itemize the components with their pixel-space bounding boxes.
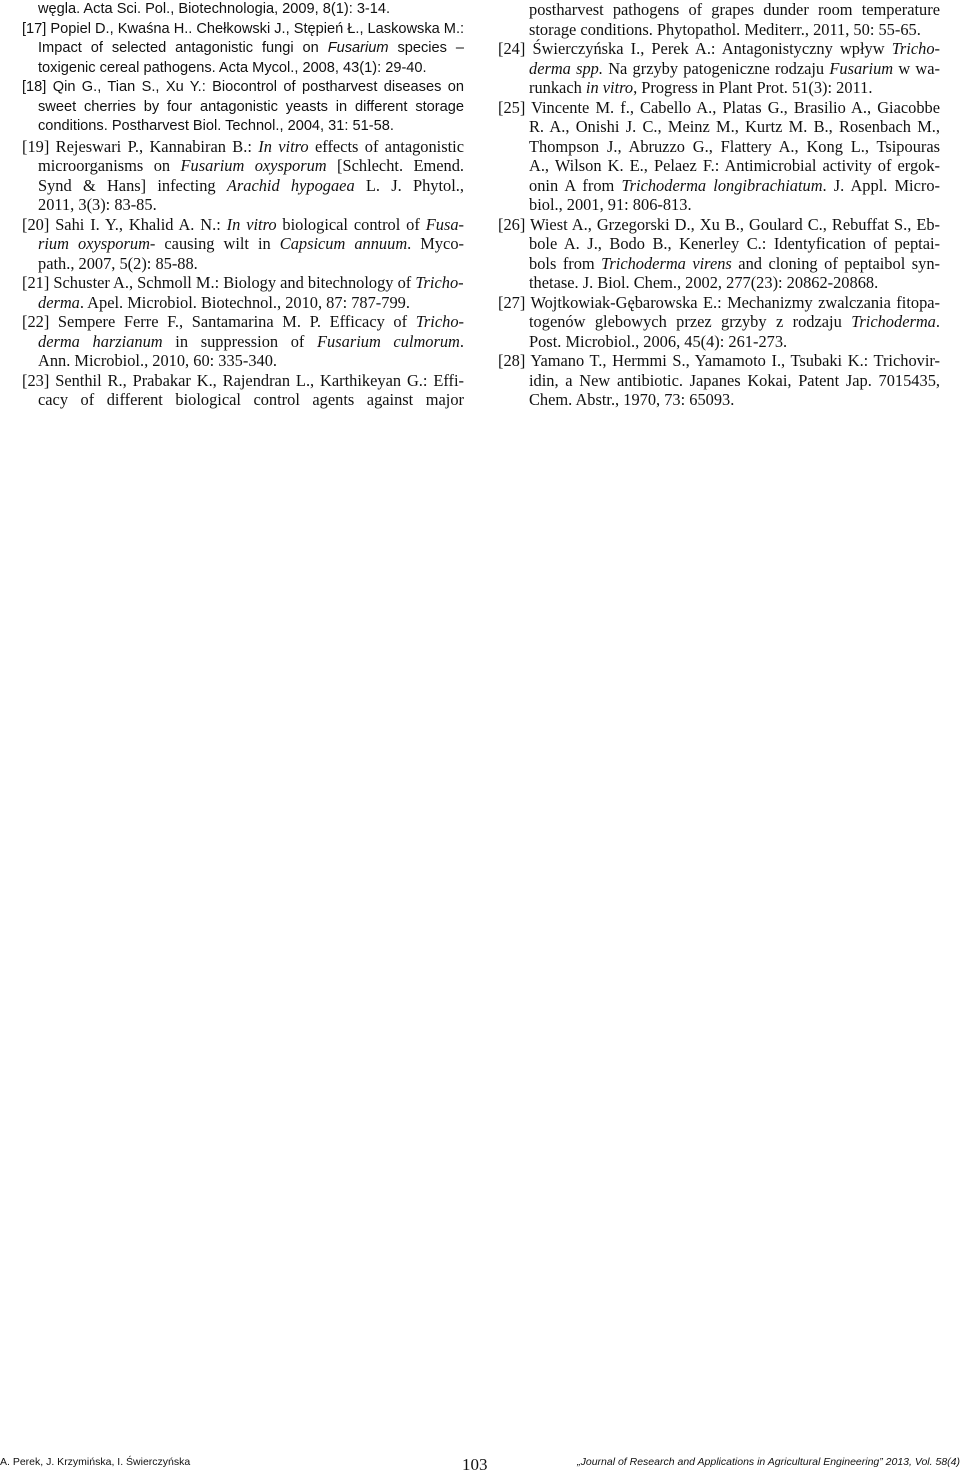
reference-22-line-2 <box>22 332 464 352</box>
text-span: in suppression of <box>162 331 318 351</box>
text-span: w wa- <box>893 58 940 78</box>
text-span: . Apel. Microbiol. Biotechnol., 2010, 87: 787-799. <box>79 292 410 312</box>
text-span: [22] Sempere Ferre F., Santamarina M. P. Efficacy of <box>22 312 416 331</box>
reference-19-line-1 <box>22 137 464 157</box>
text-span: Na grzyby patogeniczne rodzaju <box>602 58 830 78</box>
reference-26-line-1: [26] Wiest A., Grzegorski D., Xu B., Goulard C., Rebuffat S., Eb- <box>498 214 940 234</box>
reference-16-continuation: węgla. Acta Sci. Pol., Biotechnologia, 2009, 8(1): 3-14. <box>38 1 391 17</box>
reference-24-line-1 <box>498 39 940 59</box>
text-span: and cloning of peptaibol syn- <box>731 253 940 273</box>
italic-span: Capsicum annuum <box>279 234 408 253</box>
reference-25-line-6: biol., 2001, 91: 806-813. <box>529 195 692 214</box>
italic-span: Tricho- <box>415 273 464 292</box>
italic-span: Trichoderma virens <box>601 253 732 273</box>
text-span: [20] Sahi I. Y., Khalid A. N.: <box>22 214 227 234</box>
italic-span: In vitro <box>258 136 309 156</box>
reference-28-line-3: Chem. Abstr., 1970, 73: 65093. <box>529 390 735 409</box>
footer-authors: A. Perek, J. Krzymińska, I. Świerczyńska <box>0 1456 191 1468</box>
text-span: . Myco- <box>407 234 464 253</box>
text-span: [24] Świerczyńska I., Perek A.: Antagonistyczny wpływ <box>498 39 892 58</box>
reference-23-line-3: postharvest pathogens of grapes dunder room temperature <box>529 0 940 19</box>
reference-19-line-3 <box>22 176 464 196</box>
reference-22-line-1 <box>22 312 464 332</box>
italic-span: Fusarium oxysporum <box>180 156 327 175</box>
reference-20-line-2 <box>22 234 464 254</box>
text-span: [21] Schuster A., Schmoll M.: Biology and bitechnology of <box>22 273 416 292</box>
reference-25-line-5 <box>498 176 940 196</box>
reference-25-line-3: Thompson J., Abruzzo G., Flattery A., Kong L., Tsipouras <box>529 136 940 156</box>
page-number: 103 <box>462 1455 488 1474</box>
text-span: . J. Appl. Micro- <box>822 175 940 195</box>
reference-17-line-3: toxigenic cereal pathogens. Acta Mycol., 2008, 43(1): 29-40. <box>38 59 427 76</box>
italic-span: Tricho- <box>891 39 940 58</box>
reference-26-line-4: thetase. J. Biol. Chem., 2002, 277(23): 20862-20868. <box>529 273 879 292</box>
italic-span: Arachid hypogaea <box>226 175 355 195</box>
footer-journal: „Journal of Research and Applications in Agricultural Engineering” 2013, Vol. 58(4) <box>577 1456 960 1468</box>
reference-17-line-2 <box>22 39 464 59</box>
reference-18-line-2: sweet cherries by four antagonistic yeasts in different storage <box>38 98 464 115</box>
reference-25-line-2: R. A., Onishi J. C., Meinz M., Kurtz M. B., Rosenbach M., <box>529 117 940 136</box>
italic-span: Fusarium <box>327 40 389 56</box>
italic-span: Trichoderma longibrachiatum <box>621 175 823 195</box>
text-span: . <box>935 312 940 331</box>
italic-span: in vitro <box>585 78 634 97</box>
text-span: onin A from <box>529 175 622 195</box>
reference-23-line-2: cacy of different biological control agents against major <box>38 390 464 409</box>
text-span: bols from <box>529 253 602 273</box>
italic-span: In vitro <box>226 214 277 234</box>
reference-27-line-2 <box>498 312 940 332</box>
reference-24-line-3 <box>498 78 940 98</box>
reference-27-line-3: Post. Microbiol., 2006, 45(4): 261-273. <box>529 331 788 351</box>
italic-span: derma spp. <box>529 58 603 78</box>
italic-span: Tricho- <box>415 312 464 331</box>
reference-18-line-3: conditions. Postharvest Biol. Technol., 2004, 31: 51-58. <box>38 118 394 134</box>
text-span: [19] Rejeswari P., Kannabiran B.: <box>22 136 259 156</box>
italic-span: Fusarium culmorum <box>317 331 460 351</box>
reference-26-line-3 <box>498 254 940 274</box>
references-right-column <box>498 0 940 410</box>
text-span: runkach <box>529 78 586 97</box>
reference-25-line-4: A., Wilson K. E., Pelaez F.: Antimicrobial activity of ergok- <box>529 156 940 175</box>
reference-20-line-3: path., 2007, 5(2): 85-88. <box>38 253 198 273</box>
reference-22-line-3: Ann. Microbiol., 2010, 60: 335-340. <box>38 351 278 370</box>
italic-span: derma harzianum <box>38 331 163 351</box>
italic-span: Fusa- <box>425 214 464 234</box>
references-left-column <box>22 0 464 410</box>
reference-20-line-1 <box>22 215 464 235</box>
reference-24-line-2 <box>498 59 940 79</box>
text-span: , Progress in Plant Prot. 51(3): 2011. <box>633 78 873 97</box>
reference-21-line-1 <box>22 273 464 293</box>
reference-27-line-1: [27] Wojtkowiak-Gębarowska E.: Mechanizmy zwalczania fitopa- <box>498 292 940 312</box>
reference-23-line-1: [23] Senthil R., Prabakar K., Rajendran L., Karthikeyan G.: Effi- <box>22 370 464 390</box>
italic-span: derma <box>38 292 80 312</box>
text-span: species – <box>388 40 464 56</box>
text-span: Impact of selected antagonistic fungi on <box>38 40 328 56</box>
reference-26-line-2: bole A. J., Bodo B., Kenerley C.: Identyfication of peptai- <box>529 234 940 253</box>
reference-28-line-2: idin, a New antibiotic. Japanes Kokai, Patent Jap. 7015435, <box>529 370 940 390</box>
italic-span: rium oxysporum- <box>38 234 156 253</box>
reference-28-line-1: [28] Yamano T., Hermmi S., Yamamoto I., Tsubaki K.: Trichovir- <box>498 351 940 370</box>
text-span: effects of antagonistic <box>308 136 464 156</box>
reference-25-line-1: [25] Vincente M. f., Cabello A., Platas G., Brasilio A., Giacobbe <box>498 97 940 117</box>
text-span: [Schlecht. Emend. <box>326 156 464 175</box>
text-span: Synd & Hans] infecting <box>38 175 227 195</box>
text-span: L. J. Phytol., <box>354 175 464 195</box>
text-span: . <box>459 331 464 351</box>
italic-span: Trichoderma <box>851 312 936 331</box>
text-span: microorganisms on <box>38 156 181 175</box>
text-span: togenów glebowych przez grzyby z rodzaju <box>529 312 852 331</box>
italic-span: Fusarium <box>829 58 894 78</box>
reference-21-line-2 <box>22 293 464 313</box>
reference-18-line-1: [18] Qin G., Tian S., Xu Y.: Biocontrol of postharvest diseases on <box>22 79 464 95</box>
reference-19-line-4: 2011, 3(3): 83-85. <box>38 195 157 214</box>
reference-23-line-4: storage conditions. Phytopathol. Mediterr., 2011, 50: 55-65. <box>529 19 921 39</box>
text-span: biological control of <box>276 214 426 234</box>
reference-17-line-1: [17] Popiel D., Kwaśna H.. Chełkowski J., Stępień Ł., Laskowska M.: <box>22 20 464 37</box>
reference-19-line-2 <box>22 156 464 176</box>
text-span: causing wilt in <box>155 234 280 253</box>
